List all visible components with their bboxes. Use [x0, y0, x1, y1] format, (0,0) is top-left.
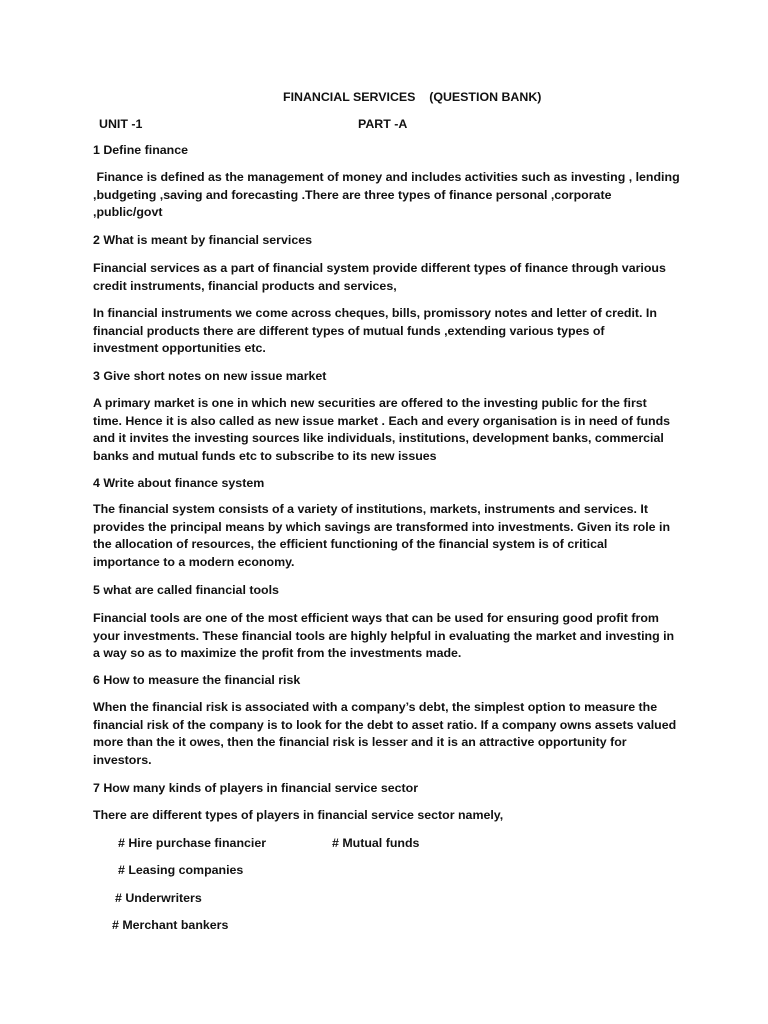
- answer-line: financial products there are different types of mutual funds ,extending various types of: [93, 323, 605, 338]
- answer-7-intro: There are different types of players in financial service sector namely,: [93, 808, 504, 822]
- answer-line: a way so as to maximize the profit from the investments made.: [93, 646, 462, 660]
- answer-line: investment opportunities etc.: [93, 341, 266, 355]
- question-1: 1 Define finance: [93, 143, 189, 157]
- question-3: 3 Give short notes on new issue market: [93, 369, 327, 383]
- document-title: FINANCIAL SERVICES (QUESTION BANK): [283, 90, 542, 104]
- answer-line: credit instruments, financial products and services,: [93, 278, 397, 293]
- answer-2-paragraph-1: [93, 260, 679, 295]
- player-item: # Leasing companies: [118, 863, 244, 877]
- answer-line: banks and mutual funds etc to subscribe to its new issues: [93, 448, 437, 463]
- question-5: 5 what are called financial tools: [93, 583, 279, 597]
- answer-line: the allocation of resources, the efficient functioning of the financial system is of critical: [93, 537, 608, 551]
- player-item: # Underwriters: [115, 891, 202, 905]
- player-item: # Merchant bankers: [112, 918, 229, 932]
- answer-line: financial risk of the company is to look for the debt to asset ratio. If a company owns assets valued: [93, 717, 677, 732]
- answer-4: [93, 501, 679, 571]
- answer-line: A primary market is one in which new securities are offered to the investing public for the first: [93, 396, 647, 410]
- answer-line: ,budgeting ,saving and forecasting .There are three types of finance personal ,corporate: [93, 187, 612, 202]
- answer-2-paragraph-2: [93, 305, 679, 358]
- question-6: 6 How to measure the financial risk: [93, 673, 301, 687]
- answer-5: [93, 610, 679, 663]
- answer-line: and it invites the investing sources like individuals, institutions, development banks, commercial: [93, 431, 664, 445]
- player-item: # Mutual funds: [332, 836, 420, 850]
- part-label: PART -A: [358, 117, 408, 131]
- answer-1: [93, 169, 679, 222]
- question-4: 4 Write about finance system: [93, 476, 265, 490]
- answer-3: [93, 395, 679, 465]
- unit-label: UNIT -1: [99, 117, 143, 131]
- answer-line: The financial system consists of a variety of institutions, markets, instruments and services. It: [93, 502, 649, 516]
- answer-6: [93, 699, 679, 769]
- answer-line: When the financial risk is associated with a company’s debt, the simplest option to measure the: [93, 700, 658, 714]
- answer-line: ,public/govt: [93, 205, 163, 219]
- question-2: 2 What is meant by financial services: [93, 233, 312, 247]
- player-item: # Hire purchase financier: [118, 836, 267, 850]
- question-7: 7 How many kinds of players in financial service sector: [93, 781, 419, 795]
- answer-line: investors.: [93, 752, 152, 767]
- answer-line: Finance is defined as the management of money and includes activities such as investing , lending: [93, 170, 680, 184]
- answer-line: importance to a modern economy.: [93, 554, 295, 569]
- answer-line: provides the principal means by which savings are transformed into investments. Given its role in: [93, 519, 671, 534]
- answer-line: time. Hence it is also called as new issue market . Each and every organisation is in need of funds: [93, 413, 671, 428]
- answer-line: Financial tools are one of the most efficient ways that can be used for ensuring good profit from: [93, 611, 659, 625]
- answer-line: your investments. These financial tools are highly helpful in evaluating the market and investing in: [93, 628, 675, 643]
- answer-line: more than the it owes, then the financial risk is lesser and it is an attractive opportunity for: [93, 735, 627, 749]
- answer-line: In financial instruments we come across cheques, bills, promissory notes and letter of credit. In: [93, 306, 657, 320]
- answer-line: Financial services as a part of financial system provide different types of finance through various: [93, 261, 666, 275]
